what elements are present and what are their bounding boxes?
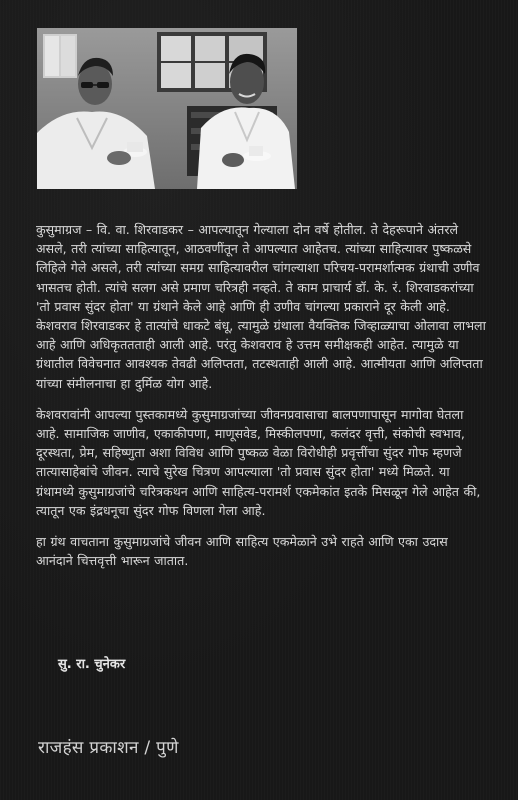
blurb-text: [36, 220, 486, 582]
blurb-paragraph-3: हा ग्रंथ वाचताना कुसुमाग्रजांचे जीवन आणि साहित्य एकमेळाने उभे राहते आणि एका उदास आनंदाने चित्तवृत्ती भारून जातात.: [36, 534, 448, 569]
photo-illustration: [37, 28, 297, 189]
publisher-name: राजहंस प्रकाशन / पुणे: [38, 738, 179, 758]
reviewer-signature: सु. रा. चुनेकर: [58, 657, 126, 672]
author-photo: [37, 28, 297, 189]
blurb-paragraph-1: कुसुमाग्रज – वि. वा. शिरवाडकर – आपल्यातून गेल्याला दोन वर्षे होतील. ते देहरूपाने अंतरले असले, तरी त्यांच्या साहित्यातून, आठवणींतून ते आपल्यात आहेतच. त्यांच्या साहित्यावर पुष्कळसे लिहिले गेले असले, तरी त्यांच्या समग्र साहित्यावरील चांगल्याशा परिचय-परामर्शात्मक ग्रंथाची उणीव भासतच होती. त्यांचे सलग असे प्रमाण चरित्रही नव्हते. ते काम प्राचार्य डॉ. के. रं. शिरवाडकरांच्या 'तो प्रवास सुंदर होता' या ग्रंथाने केले आहे आणि ही उणीव चांगल्या प्रकाराने दूर केली आहे. केशवराव शिरवाडकर हे तात्यांचे धाकटे बंधू, त्यामुळे ग्रंथाला वैयक्तिक जिव्हाळ्याचा ओलावा लाभला आहे आणि अधिकृततताही आली आहे. परंतु केशवराव हे उत्तम समीक्षकही आहेत. त्यामुळे या ग्रंथातील विवेचनात आवश्यक तेवढी अलिप्तता, तटस्थताही आली आहे. आत्मीयता आणि अलिप्तता यांच्या संमीलनाचा हा दुर्मिळ योग आहे.: [36, 222, 486, 391]
blurb-paragraph-2: केशवरावांनी आपल्या पुस्तकामध्ये कुसुमाग्रजांच्या जीवनप्रवासाचा बालपणापासून मागोवा घेतला आहे. सामाजिक जाणीव, एकाकीपणा, माणूसवेड, मिस्कीलपणा, कलंदर वृत्ती, संकोची स्वभाव, दूरस्थता, प्रेम, सहिष्णुता अशा विविध आणि पुष्कळ वेळा विरोधीही प्रवृत्तींचा सुंदर गोफ म्हणजे तात्यासाहेबांचे जीवन. त्याचे सुरेख चित्रण आपल्याला 'तो प्रवास सुंदर होता' मध्ये मिळते. या ग्रंथामध्ये कुसुमाग्रजांचे चरित्रकथन आणि साहित्य-परामर्श एकमेकांत इतके मिसळून गेले आहेत की, त्यातून एक इंद्रधनूचा सुंदर गोफ विणला गेला आहे.: [36, 406, 481, 518]
